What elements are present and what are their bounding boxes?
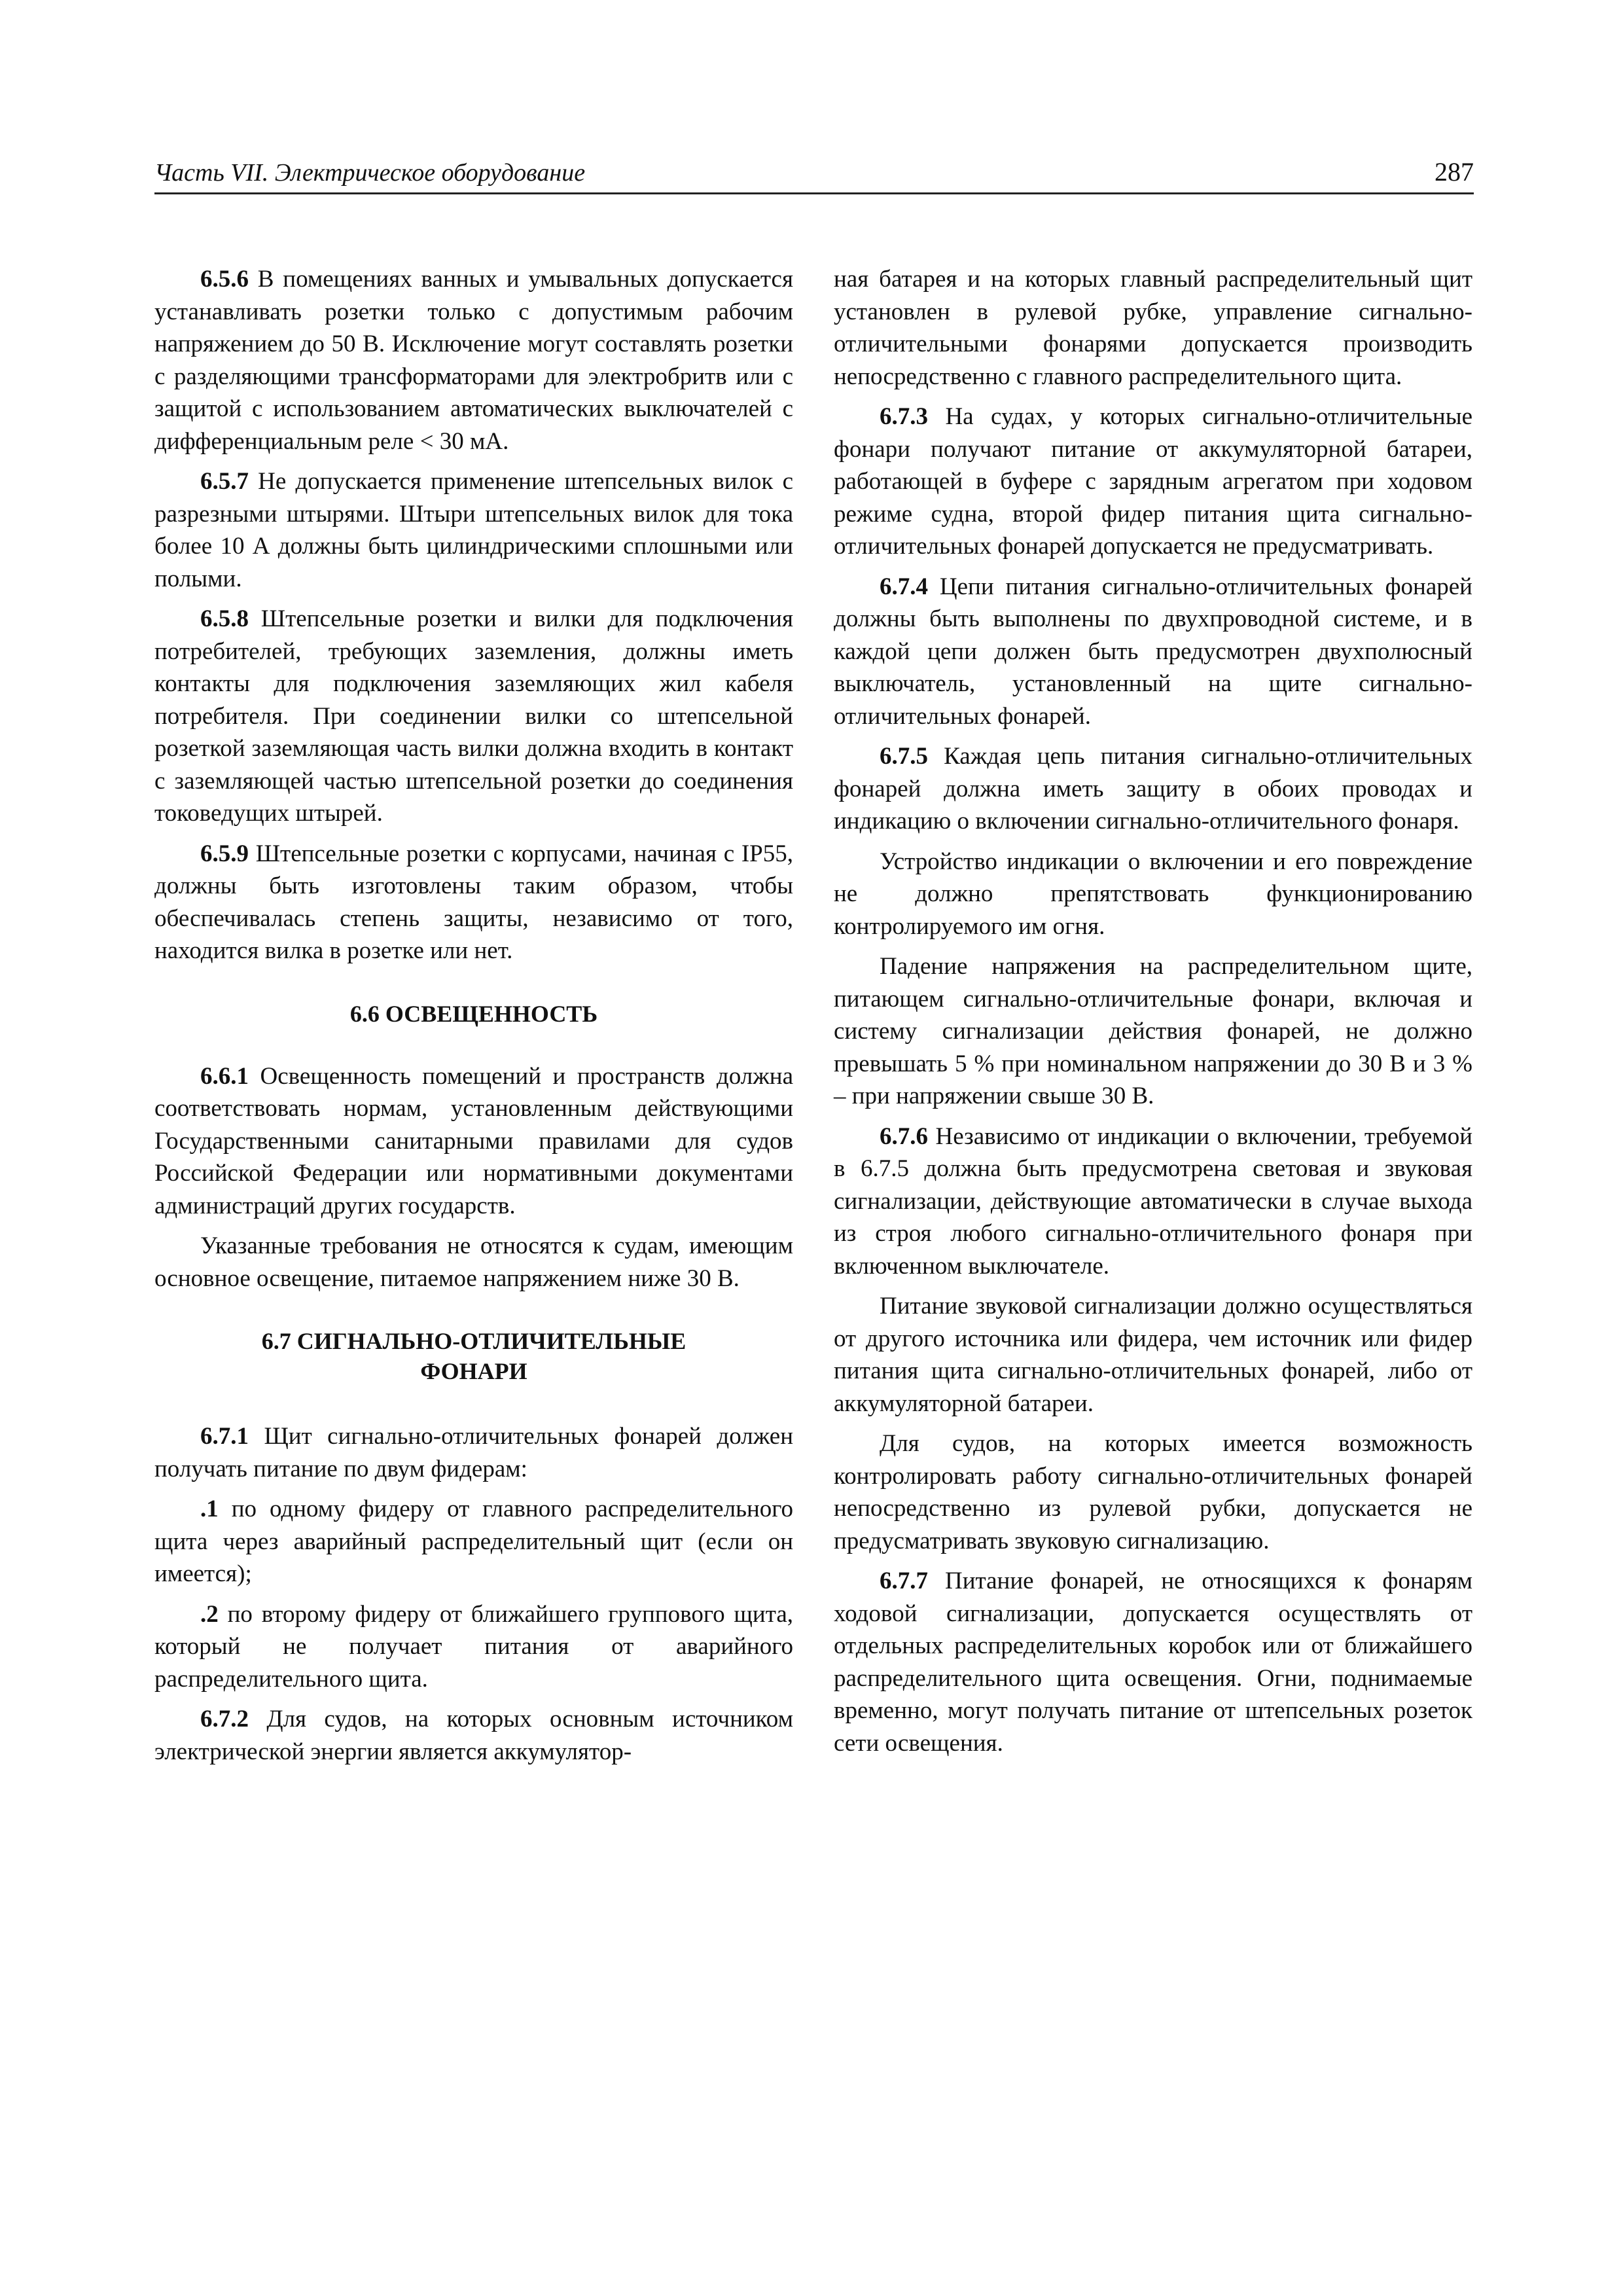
paragraph-text: Для судов, на которых основным источником электрической энергии является аккумулятор- bbox=[154, 1706, 793, 1765]
clause-number: 6.6.1 bbox=[200, 1062, 249, 1090]
paragraph-6-7-2-continued: ная батарея и на которых главный распределительный щит установлен в рулевой рубке, управление сигнально-отличительными фонарями допускается производить непосредственно с главного распределительного щита. bbox=[834, 266, 1472, 390]
paragraph-6-7-7 bbox=[834, 1565, 1472, 1759]
page-header bbox=[154, 153, 1474, 194]
left-column bbox=[154, 263, 793, 1768]
paragraph-6-7-2 bbox=[154, 1703, 793, 1768]
paragraph-text: Питание фонарей, не относящихся к фонарям ходовой сигнализации, допускается осуществлять от отдельных распределительных коробок или от ближайшего распределительного щита освещения. Огни, поднимаемые временно, могут получать питание от штепсельных розеток сети освещения. bbox=[834, 1568, 1472, 1757]
paragraph-text: Штепсельные розетки и вилки для подключения потребителей, требующих заземления, должны иметь контакты для подключения заземляющих жил кабеля потребителя. При соединении вилки со штепсельной розеткой заземляющая часть вилки должна входить в контакт с заземляющей частью штепсельной розетки до соединения токоведущих штырей. bbox=[154, 605, 793, 827]
section-heading-line: 6.7 СИГНАЛЬНО-ОТЛИЧИТЕЛЬНЫЕ bbox=[261, 1328, 687, 1354]
paragraph-6-5-8 bbox=[154, 603, 793, 830]
paragraph-6-7-5-voltage-drop: Падение напряжения на распределительном щите, питающем сигнально-отличительные фонари, включая и систему сигнализации действия фонарей, не должно превышать 5 % при номинальном напряжении до 30 В и 3 % – при напряжении свыше 30 В. bbox=[834, 953, 1472, 1109]
paragraph-text: Цепи питания сигнально-отличительных фонарей должны быть выполнены по двухпроводной системе, и в каждой цепи должен быть предусмотрен двухполюсный выключатель, установленный на щите сигнально-отличительных фонарей. bbox=[834, 573, 1472, 730]
paragraph-6-5-6 bbox=[154, 263, 793, 457]
paragraph-text: В помещениях ванных и умывальных допускается устанавливать розетки только с допустимым рабочим напряжением до 50 В. Исключение могут составлять розетки с разделяющими трансформаторами для электробритв или с защитой с использованием автоматических выключателей с дифференциальным реле < 30 мА. bbox=[154, 266, 793, 455]
paragraph-text: Независимо от индикации о включении, требуемой в 6.7.5 должна быть предусмотрена световая и звуковая сигнализации, действующие автоматически в случае выхода из строя любого сигнально-отличительного фонаря при включенном выключателе. bbox=[834, 1122, 1472, 1280]
paragraph-6-7-3 bbox=[834, 401, 1472, 563]
clause-number: 6.5.6 bbox=[200, 266, 249, 293]
clause-number: 6.7.4 bbox=[880, 573, 928, 600]
paragraph-6-7-4 bbox=[834, 571, 1472, 733]
paragraph-6-5-9 bbox=[154, 838, 793, 967]
paragraph-text: Щит сигнально-отличительных фонарей должен получать питание по двум фидерам: bbox=[154, 1423, 793, 1482]
paragraph-6-7-6-sound-power: Питание звуковой сигнализации должно осуществляться от другого источника или фидера, чем источник или фидер питания щита сигнально-отличительных фонарей, либо от аккумуляторной батареи. bbox=[834, 1293, 1472, 1417]
paragraph-text: Освещенность помещений и пространств должна соответствовать нормам, установленным действующими Государственными санитарными правилами для судов Российской Федерации или нормативными документами администраций других государств. bbox=[154, 1062, 793, 1219]
section-heading-6-7 bbox=[154, 1326, 793, 1386]
paragraph-6-7-6 bbox=[834, 1121, 1472, 1283]
clause-number: 6.5.7 bbox=[200, 468, 249, 495]
paragraph-text: Не допускается применение штепсельных вилок с разрезными штырями. Штыри штепсельных вилок для тока более 10 А должны быть цилиндрическими сплошными или полыми. bbox=[154, 468, 793, 592]
paragraph-text: Каждая цепь питания сигнально-отличительных фонарей должна иметь защиту в обоих проводах и индикацию о включении сигнально-отличительного фонаря. bbox=[834, 743, 1472, 834]
item-number: .2 bbox=[200, 1600, 219, 1628]
paragraph-text: по одному фидеру от главного распределительного щита через аварийный распределительный щит (если он имеется); bbox=[154, 1496, 793, 1587]
paragraph-6-7-5 bbox=[834, 740, 1472, 838]
paragraph-text: Штепсельные розетки с корпусами, начиная с IP55, должны быть изготовлены таким образом, чтобы обеспечивалась степень защиты, независимо от того, находится вилка в розетке или нет. bbox=[154, 840, 793, 964]
paragraph-6-6-1 bbox=[154, 1060, 793, 1223]
running-title: Часть VII. Электрическое оборудование bbox=[154, 159, 586, 187]
page-number: 287 bbox=[1435, 157, 1474, 187]
paragraph-6-7-6-wheelhouse: Для судов, на которых имеется возможность контролировать работу сигнально-отличительных фонарей непосредственно из рулевой рубки, допускается не предусматривать звуковую сигнализацию. bbox=[834, 1430, 1472, 1554]
list-item-1 bbox=[154, 1493, 793, 1590]
paragraph-text: по второму фидеру от ближайшего группового щита, который не получает питания от аварийного распределительного щита. bbox=[154, 1600, 793, 1693]
paragraph-6-5-7 bbox=[154, 465, 793, 595]
clause-number: 6.7.3 bbox=[880, 403, 928, 430]
item-number: .1 bbox=[200, 1496, 219, 1522]
clause-number: 6.7.2 bbox=[200, 1706, 249, 1732]
clause-number: 6.5.9 bbox=[200, 840, 249, 867]
section-heading-line: ФОНАРИ bbox=[420, 1358, 527, 1384]
clause-number: 6.5.8 bbox=[200, 605, 249, 632]
right-column bbox=[834, 263, 1472, 1759]
paragraph-6-7-5-indication: Устройство индикации о включении и его повреждение не должно препятствовать функционированию контролируемого им огня. bbox=[834, 848, 1472, 940]
clause-number: 6.7.6 bbox=[880, 1122, 928, 1150]
clause-number: 6.7.5 bbox=[880, 743, 928, 770]
paragraph-6-7-1 bbox=[154, 1420, 793, 1485]
clause-number: 6.7.1 bbox=[200, 1423, 249, 1450]
paragraph-6-6-1-note: Указанные требования не относятся к судам, имеющим основное освещение, питаемое напряжением ниже 30 В. bbox=[154, 1232, 793, 1292]
paragraph-text: На судах, у которых сигнально-отличительные фонари получают питание от аккумуляторной батареи, работающей в буфере с зарядным агрегатом при ходовом режиме судна, второй фидер питания щита сигнально-отличительных фонарей допускается не предусматривать. bbox=[834, 403, 1472, 560]
section-heading-6-6: 6.6 ОСВЕЩЕННОСТЬ bbox=[349, 1000, 598, 1027]
list-item-2 bbox=[154, 1598, 793, 1696]
clause-number: 6.7.7 bbox=[880, 1568, 928, 1594]
